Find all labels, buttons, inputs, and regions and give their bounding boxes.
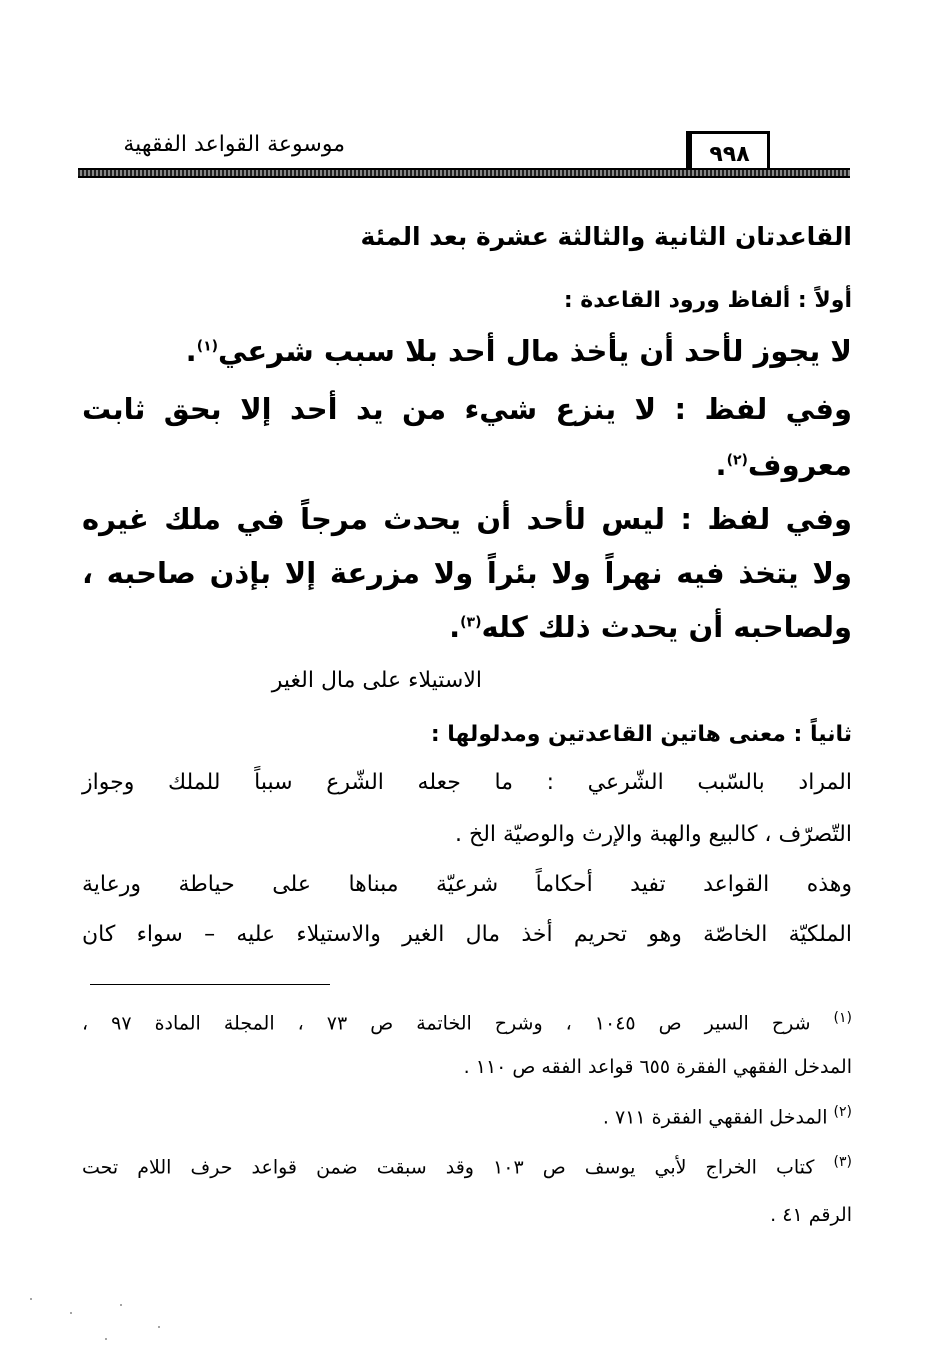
section-label-meaning: ثانياً : معنى هاتين القاعدتين ومدلولها : — [430, 722, 852, 747]
footnote-ref-1: (١) — [196, 338, 219, 355]
rule-statement-2-line-2 — [716, 448, 852, 482]
scan-specks — [10, 1290, 210, 1350]
paragraph-2-line-2: الملكيّة الخاصّة وهو تحريم أخذ مال الغير والاستيلاء عليه – سواء كان — [82, 922, 852, 947]
header-rule — [78, 168, 850, 178]
section-label-wording: أولاً : ألفاظ ورود القاعدة : — [563, 288, 852, 313]
page-number: ٩٩٨ — [686, 131, 770, 175]
footnote-2-text: المدخل الفقهي الفقرة ٧١١ . — [602, 1106, 828, 1129]
footnote-1-number: (١) — [833, 1010, 852, 1026]
footnote-1-line-2: المدخل الفقهي الفقرة ٦٥٥ قواعد الفقه ص ١١٠ . — [463, 1056, 852, 1078]
paragraph-1-line-1: المراد بالسّبب الشّرعي : ما جعله الشّرع سبباً للملك وجواز — [82, 770, 852, 795]
footnote-3-line-2: الرقم ٤١ . — [770, 1204, 852, 1226]
rule-statement-3-line-2: ولا يتخذ فيه نهراً ولا بئراً ولا مزرعة إلا بإذن صاحبه ، — [82, 556, 852, 590]
rule-statement-3-line-3 — [449, 610, 852, 644]
rule-heading: القاعدتان الثانية والثالثة عشرة بعد المئة — [360, 222, 852, 251]
book-title: موسوعة القواعد الفقهية — [123, 132, 345, 157]
rule-statement-2-line-1: وفي لفظ : لا ينزع شيء من يد أحد إلا بحق ثابت — [82, 392, 852, 426]
rule-statement-1 — [186, 334, 852, 368]
rule-statement-3-line-1: وفي لفظ : ليس لأحد أن يحدث مرجاً في ملك غيره — [82, 502, 852, 536]
footnote-3-line-1 — [82, 1154, 852, 1178]
footnote-3-number: (٣) — [833, 1154, 852, 1170]
rule-2-end: . — [715, 448, 727, 482]
handwritten-note: الاستيلاء على مال الغير — [271, 668, 482, 693]
rule-2-text: معروف — [747, 448, 852, 482]
paragraph-2-line-1: وهذه القواعد تفيد أحكاماً شرعيّة مبناها على حياطة ورعاية — [82, 872, 852, 897]
footnote-ref-2: (٢) — [726, 452, 748, 469]
footnote-3-text: كتاب الخراج لأبي يوسف ص ١٠٣ وقد سبقت ضمن قواعد حرف اللام تحت — [82, 1156, 815, 1179]
page-header — [78, 128, 850, 182]
footnote-1-line-1 — [82, 1010, 852, 1034]
footnote-ref-3: (٣) — [460, 614, 482, 631]
footnote-2 — [603, 1104, 852, 1128]
footnote-2-number: (٢) — [833, 1104, 852, 1120]
rule-3-text: ولصاحبه أن يحدث ذلك كله — [481, 610, 852, 644]
footnote-separator — [90, 984, 330, 985]
rule-1-text: لا يجوز لأحد أن يأخذ مال أحد بلا سبب شرعي — [218, 334, 852, 368]
footnote-1-text: شرح السير ص ١٠٤٥ ، وشرح الخاتمة ص ٧٣ ، المجلة المادة ٩٧ ، — [82, 1012, 811, 1035]
rule-1-end: . — [185, 334, 197, 368]
rule-3-end: . — [449, 610, 461, 644]
paragraph-1-line-2: التّصرّف ، كالبيع والهبة والإرث والوصيّة الخ . — [455, 822, 852, 847]
